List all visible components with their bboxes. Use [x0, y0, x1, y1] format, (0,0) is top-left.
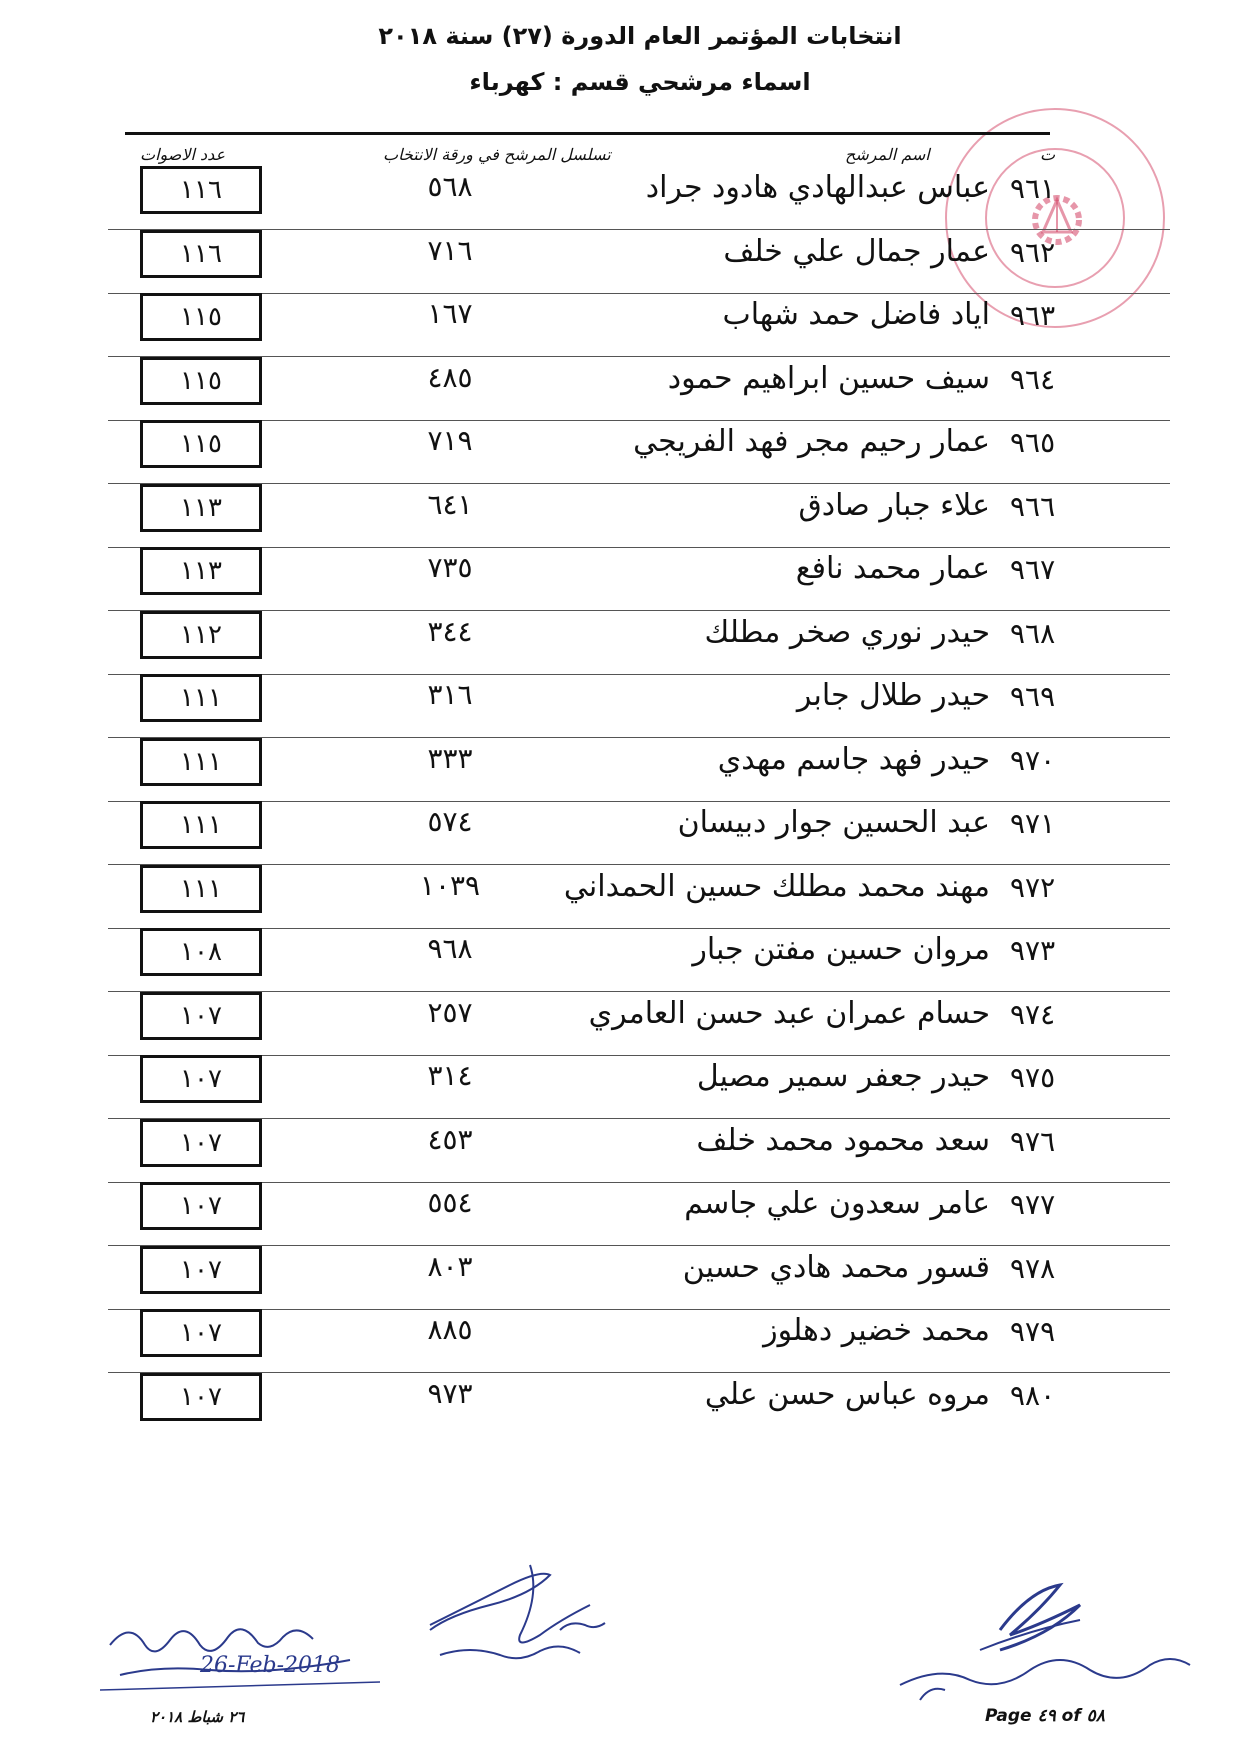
table-row — [0, 349, 1240, 419]
column-header-name: اسم المرشح — [845, 145, 930, 164]
ballot-sequence: ٩٧٣ — [427, 1376, 473, 1410]
table-row — [0, 285, 1240, 355]
candidate-name: مهند محمد مطلك حسين الحمداني — [563, 868, 990, 904]
table-row — [0, 730, 1240, 800]
ballot-sequence: ٥٦٨ — [427, 170, 473, 203]
ballot-sequence: ٤٨٥ — [427, 360, 473, 394]
table-row — [0, 1174, 1240, 1244]
table-row — [0, 1047, 1240, 1117]
vote-count: ١١٥ — [140, 420, 262, 468]
table-row — [0, 857, 1240, 927]
candidate-number: ٩٧٦ — [1010, 1124, 1056, 1158]
candidate-number: ٩٨٠ — [1010, 1378, 1056, 1412]
ballot-sequence: ١٠٣٩ — [419, 868, 481, 902]
table-row — [0, 1111, 1240, 1181]
table-row — [0, 1365, 1240, 1435]
candidate-name: قسور محمد هادي حسين — [682, 1249, 990, 1285]
candidate-name: حيدر فهد جاسم مهدي — [717, 741, 990, 777]
ballot-sequence: ٧١٩ — [427, 424, 473, 457]
ballot-sequence: ٥٥٤ — [427, 1186, 473, 1219]
candidate-number: ٩٦٧ — [1010, 553, 1056, 586]
ballot-sequence: ١٦٧ — [427, 297, 473, 330]
column-header-sequence: تسلسل المرشح في ورقة الانتخاب — [383, 145, 611, 164]
candidate-name: عامر سعدون علي جاسم — [684, 1186, 990, 1221]
candidate-name: حيدر جعفر سمير مصيل — [696, 1059, 990, 1094]
ballot-sequence: ٦٤١ — [427, 487, 473, 521]
candidate-name: حيدر نوري صخر مطلك — [704, 614, 990, 650]
candidate-name: سعد محمود محمد خلف — [696, 1122, 990, 1158]
candidate-number: ٩٧٩ — [1010, 1315, 1056, 1348]
ballot-sequence: ٢٥٧ — [427, 995, 473, 1029]
table-row — [0, 158, 1240, 228]
vote-count: ١٠٧ — [140, 1182, 262, 1230]
candidate-name: اياد فاضل حمد شهاب — [722, 297, 990, 332]
candidate-number: ٩٦٩ — [1010, 680, 1056, 713]
candidate-name: مروه عباس حسن علي — [704, 1376, 990, 1412]
candidate-name: علاء جبار صادق — [798, 487, 990, 523]
vote-count: ١٠٧ — [140, 1119, 262, 1167]
candidate-number: ٩٧٥ — [1010, 1061, 1056, 1094]
vote-count: ١١٥ — [140, 293, 262, 341]
vote-count: ١٠٧ — [140, 1055, 262, 1103]
candidate-number: ٩٧٢ — [1010, 870, 1056, 904]
vote-count: ١١٦ — [140, 166, 262, 214]
candidate-name: حسام عمران عبد حسن العامري — [588, 995, 990, 1031]
table-row — [0, 539, 1240, 609]
candidate-number: ٩٧١ — [1010, 807, 1056, 840]
ballot-sequence: ٣١٤ — [427, 1059, 473, 1092]
candidate-name: عبد الحسين جوار دبيسان — [677, 805, 990, 840]
vote-count: ١١١ — [140, 865, 262, 913]
vote-count: ١١١ — [140, 801, 262, 849]
candidate-name: عمار رحيم مجر فهد الفريجي — [633, 424, 990, 459]
vote-count: ١١١ — [140, 674, 262, 722]
candidate-number: ٩٧٧ — [1010, 1188, 1056, 1221]
vote-count: ١١١ — [140, 738, 262, 786]
table-row — [0, 1301, 1240, 1371]
vote-count: ١٠٧ — [140, 1373, 262, 1421]
ballot-sequence: ٣١٦ — [427, 678, 473, 711]
candidate-number: ٩٦٢ — [1010, 235, 1056, 269]
vote-count: ١١٦ — [140, 230, 262, 278]
vote-count: ١١٣ — [140, 484, 262, 532]
candidate-name: عمار جمال علي خلف — [723, 233, 990, 269]
candidate-name: محمد خضير دهلوز — [763, 1313, 990, 1348]
vote-count: ١٠٨ — [140, 928, 262, 976]
ballot-sequence: ٧١٦ — [427, 233, 473, 267]
candidate-number: ٩٧٣ — [1010, 934, 1056, 967]
vote-count: ١١٥ — [140, 357, 262, 405]
page-title: انتخابات المؤتمر العام الدورة (٢٧) سنة ٢٠١٨ — [378, 22, 902, 50]
table-row — [0, 412, 1240, 482]
candidate-name: مروان حسين مفتن جبار — [692, 932, 990, 967]
vote-count: ١١٢ — [140, 611, 262, 659]
ballot-sequence: ٨٨٥ — [427, 1313, 473, 1346]
candidate-number: ٩٦٣ — [1010, 299, 1056, 332]
ballot-sequence: ٧٣٥ — [427, 551, 473, 584]
candidate-number: ٩٦٥ — [1010, 426, 1056, 459]
left-signature-date: 26-Feb-2018 — [200, 1653, 341, 1678]
table-row — [0, 984, 1240, 1054]
page-subtitle: اسماء مرشحي قسم : كهرباء — [469, 68, 811, 96]
table-row — [0, 1238, 1240, 1308]
table-row — [0, 920, 1240, 990]
candidate-name: عمار محمد نافع — [795, 551, 990, 586]
candidate-number: ٩٧٠ — [1010, 743, 1056, 777]
vote-count: ١١٣ — [140, 547, 262, 595]
candidate-number: ٩٧٨ — [1010, 1251, 1056, 1285]
ballot-sequence: ٣٣٣ — [427, 741, 473, 775]
ballot-sequence: ٥٧٤ — [427, 805, 473, 838]
candidate-name: حيدر طلال جابر — [796, 678, 990, 713]
ballot-sequence: ٤٥٣ — [427, 1122, 473, 1156]
candidate-name: عباس عبدالهادي هادود جراد — [645, 170, 990, 205]
candidate-name: سيف حسين ابراهيم حمود — [667, 360, 990, 396]
vote-count: ١٠٧ — [140, 1246, 262, 1294]
candidate-number: ٩٧٤ — [1010, 997, 1056, 1031]
table-row — [0, 603, 1240, 673]
ballot-sequence: ٣٤٤ — [427, 614, 473, 648]
table-row — [0, 666, 1240, 736]
table-row — [0, 793, 1240, 863]
candidate-number: ٩٦٨ — [1010, 616, 1056, 650]
candidate-number: ٩٦١ — [1010, 172, 1056, 205]
column-header-votes: عدد الاصوات — [140, 145, 226, 164]
candidate-number: ٩٦٤ — [1010, 362, 1056, 396]
candidate-number: ٩٦٦ — [1010, 489, 1056, 523]
footer-date: ٢٦ شباط ٢٠١٨ — [150, 1708, 245, 1726]
table-row — [0, 222, 1240, 292]
ballot-sequence: ٩٦٨ — [427, 932, 473, 965]
page-number: Page ٤٩ of ٥٨ — [985, 1706, 1105, 1726]
vote-count: ١٠٧ — [140, 992, 262, 1040]
column-header-number: ت — [1040, 145, 1056, 164]
vote-count: ١٠٧ — [140, 1309, 262, 1357]
table-row — [0, 476, 1240, 546]
ballot-sequence: ٨٠٣ — [427, 1249, 473, 1283]
